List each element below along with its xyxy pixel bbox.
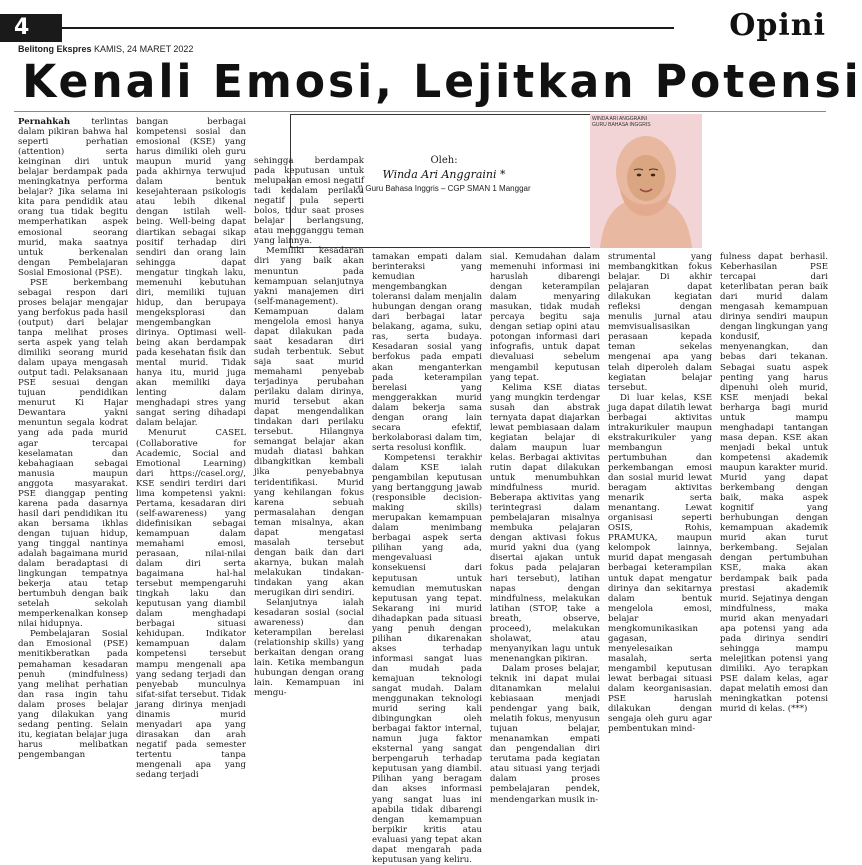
author-portrait-icon (590, 114, 702, 248)
article-paragraph: Kompetensi terakhir dalam KSE ialah pengambilan keputusan yang bertanggung jawab (responsible decision-making skills) merupakan kemampuan dalam menimbang berbagai aspek serta pilihan yang ada, mengevaluasi konsekuensi dari keputusan untuk kemudian memutuskan keputusan yang tepat. Sekarang ini murid dihadapkan pada situasi yang penuh dengan pilihan dikarenakan akses terhadap informasi sangat luas dan mudah pada kemajuan teknologi sangat mudah. Dalam menggunakan teknologi murid sering kali dibingungkan oleh berbagai faktor internal, namun juga faktor eksternal yang sangat berpengaruh terhadap keputusan yang diambil. Pilihan yang beragam dan akses informasi yang sangat luas ini apabila tidak dibarengi dengan kemampuan berpikir kritis atau evaluasi yang tepat akan dapat mengarah pada keputusan yang keliru. (372, 452, 482, 865)
article-paragraph: fulness dapat berhasil. Keberhasilan PSE tercapai dari keterlibatan peran baik dari murid dalam mengasah kemampuan dirinya sendiri maupun dengan lingkungan yang kondusif, menyenangkan, dan bebas dari tekanan. Sebagai suatu aspek penting yang harus dipenuhi oleh murid, KSE menjadi bekal berharga bagi murid untuk mampu menghadapi tantangan masa depan. KSE akan menjadi bekal untuk kompetensi akademik maupun karakter murid. Murid yang dapat berkembang dengan baik, maka aspek kognitif yang berhubungan dengan kemampuan akademik murid akan turut berkembang. Sejalan dengan pertumbuhan KSE, maka akan berdampak baik pada prestasi akademik murid. Sejatinya dengan mindfulness, maka murid akan menyadari apa potensi yang ada pada dirinya sendiri sehingga mampu melejitkan potensi yang dimiliki. Ayo terapkan PSE dalam kelas, agar dapat melatih emosi dan meningkatkan potensi murid di kelas. (***) (720, 252, 828, 715)
article-paragraph: Selanjutnya ialah kesadaran sosial (social awareness) dan keterampilan berelasi (relationship skills) yang berkaitan dengan orang lain. Ketika membangun hubungan dengan orang lain. Kemampuan ini mengu- (254, 598, 364, 699)
headline: Kenali Emosi, Lejitkan Potensi (22, 55, 862, 108)
article-column-1 (18, 117, 128, 760)
article-column-7 (720, 252, 828, 715)
article-column-4 (372, 252, 482, 865)
article-column-6 (608, 252, 712, 735)
article-paragraph: tamakan empati dalam berinteraksi yang kemudian mengembangkan toleransi dalam menjalin hubungan dengan orang dari berbagai latar belakang, agama, suku, ras, serta budaya. Kesadaran sosial yang berfokus pada empati akan menganterkan pada keterampilan berelasi yang menggerakkan murid dalam bekerja sama dengan orang lain secara efektif, berkolaborasi dalam tim, serta resolusi konflik. (372, 252, 482, 453)
page-number: 4 (0, 14, 62, 42)
author-role: *) Guru Bahasa Inggris – CGP SMAN 1 Manggar (357, 184, 531, 193)
headline-rule (14, 111, 826, 112)
article-column-3 (254, 156, 364, 699)
article-paragraph (18, 117, 128, 278)
article-paragraph: Memiliki kesadaran diri yang baik akan menuntun pada kemampuan selanjutnya yakni manajemen diri (self-management). Kemampuan dalam mengelola emosi hanya dapat dilakukan pada saat kesadaran diri sudah terbentuk. Sebut saja saat murid memahami penyebab terjadinya perubahan perilaku dalam dirinya, murid tersebut akan dapat mengendalikan tindakan dari perilaku tersebut. Hilangnya semangat belajar akan mudah diatasi bahkan dibangkitkan kembali jika penyebabnya teridentifikasi. Murid yang kehilangan fokus karena sebuah permasalahan dengan teman misalnya, akan dapat mengatasi masalah tersebut dengan baik dan dari akarnya, bukan malah melakukan tindakan-tindakan yang akan merugikan diri sendiri. (254, 246, 364, 599)
article-paragraph: Di luar kelas, KSE juga dapat dilatih lewat berbagai aktivitas intrakurikuler maupun ekstrakurikuler yang membangun pertumbuhan dan perkembangan emosi dan sosial murid lewat beragam aktivitas menarik serta menantang. Lewat organisasi seperti OSIS, Rohis, PRAMUKA, maupun kelompok lainnya, murid dapat mengasah berbagai keterampilan untuk dapat mengatur dirinya dan sekitarnya dalam bentuk mengelola emosi, belajar mengkomunikasikan gagasan, menyelesaikan masalah, serta mengambil keputusan lewat berbagai situasi dalam keorganisasian. PSE haruslah dilakukan dengan sengaja oleh guru agar pembentukan mind- (608, 392, 712, 735)
by-label: Oleh: (430, 155, 458, 166)
article-column-5 (490, 252, 600, 805)
article-paragraph: Kelima KSE diatas yang mungkin terdengar susah dan abstrak ternyata dapat diajarkan lewat pembiasaan dalam kegiatan belajar di dalam maupun luar kelas. Berbagai aktivitas rutin dapat dilakukan untuk menumbuhkan mindfulness murid. Beberapa aktivitas yang terintegrasi dalam pembelajaran misalnya membuka pelajaran dengan aktivasi fokus murid yakni dua (yang disertai ajakan untuk fokus pada pelajaran hari tersebut), latihan napas dengan mindfulness, melakukan latihan (STOP, take a breath, observe, proceed), melakukan sholawat, atau menyanyikan lagu untuk menenangkan pikiran. (490, 382, 600, 664)
article-paragraph: sehingga berdampak pada keputusan untuk melupakan emosi negatif tadi kedalam perilaku negatif pula seperti bolos, tidur saat proses belajar berlangsung, atau mengganggu teman yang lainnya. (254, 156, 364, 247)
photo-caption (592, 116, 651, 128)
article-paragraph: strumental yang membangkitkan fokus belajar. Di akhir pelajaran dapat dilakukan kegiatan refleksi dengan menulis jurnal atau memvisualisasikan perasaan kepada teman sekelas mengenai apa yang telah diperoleh dalam kegiatan belajar tersebut. (608, 252, 712, 393)
publication-date: KAMIS, 24 MARET 2022 (94, 44, 194, 54)
photo-caption-name: WINDA ARI ANGGRAINI (592, 116, 648, 122)
publication-name: Belitong Ekspres (18, 44, 92, 54)
article-paragraph: Menurut CASEL (Collaborative for Academic, Social and Emotional Learning) dari https://casel.org/, KSE sendiri terdiri dari lima kompetensi yakni: Pertama, kesadaran diri (self-awareness) yang didefinisikan sebagai kemampuan dalam memahami emosi, perasaan, nilai-nilai dalam diri serta bagaimana hal-hal tersebut mempengaruhi tingkah laku dan keputusan yang diambil dalam menghadapi berbagai situasi kehidupan. Indikator kemampuan dalam kompetensi tersebut mampu mengenali apa yang sedang terjadi dan penyebab munculnya sifat-sifat tersebut. Tidak jarang dirinya menjadi dinamis murid menyadari apa yang dirasakan dan arah negatif pada semester tertentu tanpa mengenali apa yang sedang terjadi (136, 428, 246, 781)
article-paragraph: bangan berbagai kompetensi sosial dan emosional (KSE) yang harus dimiliki oleh guru maupun murid yang pada akhirnya terwujud dalam bentuk kesejahteraan psikologis atau lebih dikenal dengan istilah well-being. Well-being dapat diartikan sebagai sikap positif terhadap diri sendiri dan orang lain sehingga dapat mengatur tingkah laku, memenuhi kebutuhan diri, memiliki tujuan hidup, dan berupaya mengeksplorasi dan mengembangkan dirinya. Optimasi well-being akan berdampak pada kesehatan fisik dan mental murid. Tidak hanya itu, murid juga akan memiliki daya lenting dalam menghadapi stres yang sangat sering dihadapi dalam belajar. (136, 117, 246, 429)
dateline (18, 44, 193, 54)
header-rule (62, 27, 674, 29)
photo-caption-role: GURU BAHASA INGGRIS (592, 122, 651, 128)
article-column-2 (136, 117, 246, 781)
paragraph-text: terlintas dalam pikiran bahwa hal seperti perhatian (attention) serta keinginan diri untuk belajar berdampak pada meningkatnya performa belajar? Jika selama ini kita para pendidik atau orang tua tidak begitu memperhatikan aspek emosional seorang murid, maka saatnya untuk berkenalan dengan Pembelajaran Sosial Emosional (PSE). (18, 117, 128, 278)
lead-word: Pernahkah (18, 117, 71, 127)
article-paragraph: Pembelajaran Sosial dan Emosional (PSE) menitikberatkan pada pemahaman kesadaran penuh (mindfulness) yang melihat perhatian dan rasa ingin tahu dalam proses belajar yang dilakukan yang sedang penting. Selain itu, kegiatan belajar juga harus melibatkan pengembangan (18, 629, 128, 760)
article-paragraph: sial. Kemudahan dalam memenuhi informasi ini haruslah dibarengi dengan keterampilan dalam menyaring masukan, tidak mudah percaya begitu saja dengan setiap opini atau potongan informasi dari infografis, untuk dapat dievaluasi sebelum mengambil keputusan yang tepat. (490, 252, 600, 383)
article-paragraph: Dalam proses belajar, teknik ini dapat mulai ditanamkan melalui kebiasaan menjadi pendengar yang baik, melatih fokus, menyusun tujuan belajar, menanamkan empati dan pengendalian diri terutama pada kegiatan atau situasi yang terjadi dalam proses pembelajaran pendek, mendengarkan musik in- (490, 663, 600, 805)
author-photo (590, 114, 702, 248)
section-title: Opini (729, 8, 826, 43)
article-paragraph: PSE berkembang sebagai respon dari proses belajar mengajar yang berfokus pada hasil (output) dari belajar tanpa melihat proses serta aspek yang telah dimiliki seorang murid dalam upaya mengasah output tadi. Pelaksanaan PSE sesuai dengan tujuan pendidikan menurut Ki Hajar Dewantara yakni menuntun segala kodrat yang ada pada murid agar tercapai keselamatan dan kebahagiaan sebagai manusia maupun anggota masyarakat. PSE dianggap penting karena pada dasarnya hasil dari pendidikan itu akan bersama ikhlas dengan tujuan hidup, yang tinggal nantinya adalah bagaimana murid dalam beradaptasi di lingkungan tempatnya bekerja atau tetap bertumbuh dengan baik setelah sekolah memperkenalkan konsep nilai hidupnya. (18, 277, 128, 630)
author-name: Winda Ari Anggraini * (382, 168, 506, 181)
